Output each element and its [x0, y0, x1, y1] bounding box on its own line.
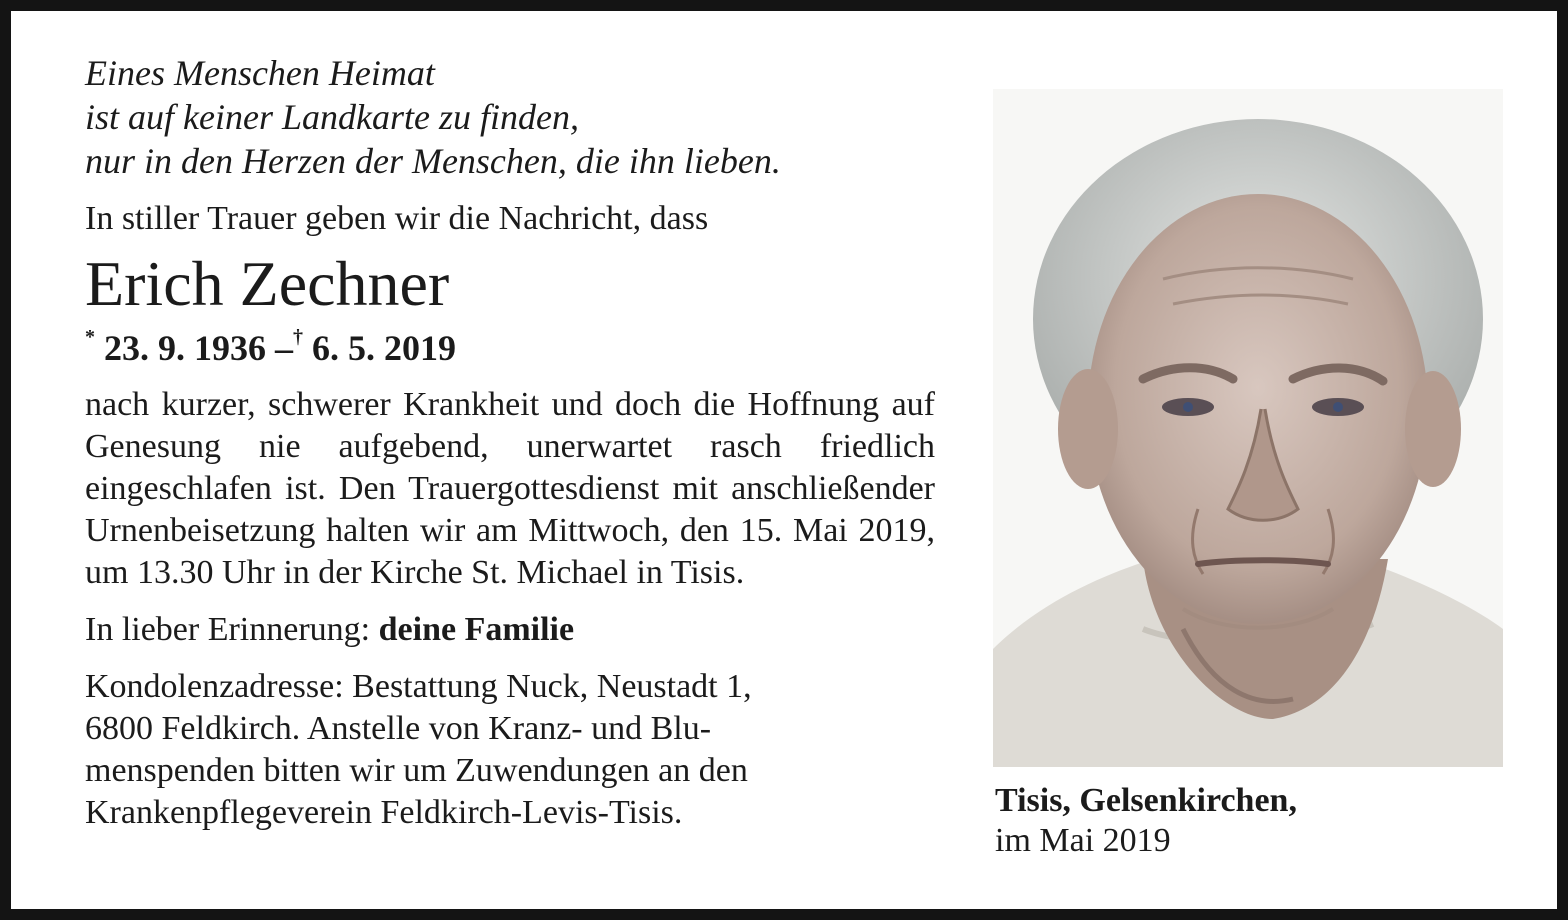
- motto-line: nur in den Herzen der Menschen, die ihn lieben.: [85, 141, 781, 181]
- deceased-name: Erich Zechner: [85, 248, 450, 319]
- condolence-line: menspenden bitten wir um Zuwendungen an den: [85, 752, 748, 789]
- portrait-illustration: [993, 89, 1503, 767]
- regards-family: deine Familie: [378, 611, 575, 648]
- birth-date: 23. 9. 1936: [104, 328, 266, 368]
- regards: [85, 610, 935, 650]
- photo-caption: [995, 781, 1297, 861]
- condolence-address: [85, 666, 935, 834]
- life-dates: [85, 321, 935, 368]
- condolence-line: Kondolenzadresse: Bestattung Nuck, Neustadt 1,: [85, 668, 752, 705]
- text-column: [85, 51, 935, 834]
- motto-line: ist auf keiner Landkarte zu finden,: [85, 97, 579, 137]
- caption-date: im Mai 2019: [995, 822, 1171, 859]
- intro-text: In stiller Trauer geben wir die Nachricht, dass: [85, 200, 709, 237]
- death-symbol: †: [293, 326, 303, 348]
- death-date: 6. 5. 2019: [312, 328, 456, 368]
- caption-place: Tisis, Gelsenkirchen,: [995, 782, 1297, 819]
- birth-symbol: *: [85, 326, 95, 348]
- condolence-line: 6800 Feldkirch. Anstelle von Kranz- und Blu-: [85, 710, 712, 747]
- date-separator: –: [275, 328, 293, 368]
- motto: [85, 51, 935, 183]
- portrait-photo: [993, 89, 1503, 767]
- regards-prefix: In lieber Erinnerung:: [85, 611, 379, 648]
- body-text: nach kurzer, schwerer Krankheit und doch die Hoffnung auf Genesung nie aufgebend, unerwartet rasch friedlich eingeschlafen ist. Den Trauergottesdienst mit anschließender Urnenbeisetzung halten wir am Mittwoch, den 15. Mai 2019, um 13.30 Uhr in der Kirche St. Michael in Tisis.: [85, 386, 935, 591]
- condolence-line: Krankenpflegeverein Feldkirch-Levis-Tisis.: [85, 794, 683, 831]
- motto-line: Eines Menschen Heimat: [85, 53, 435, 93]
